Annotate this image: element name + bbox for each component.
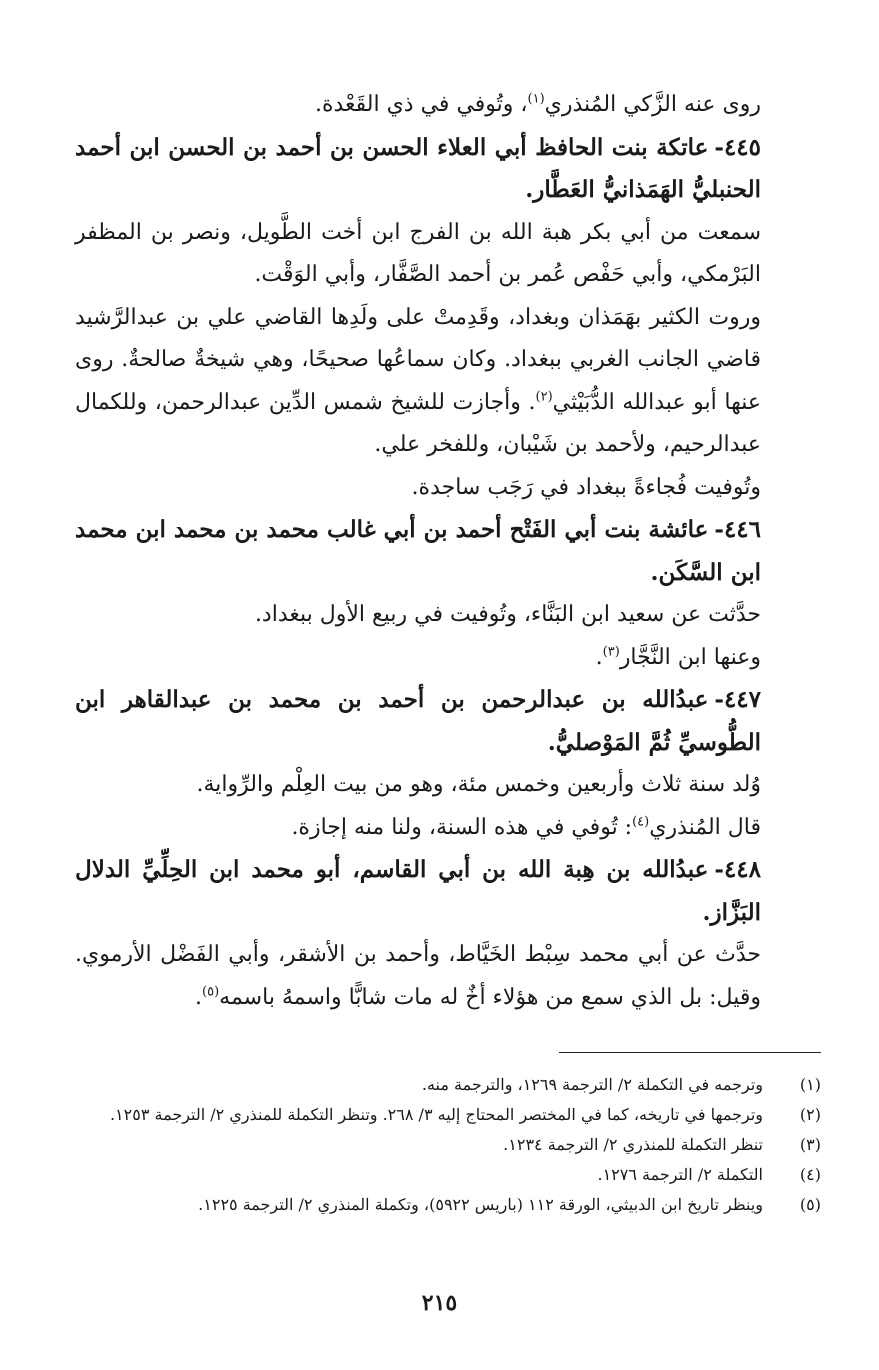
footnote-divider xyxy=(559,1052,821,1053)
footnote-ref-4[interactable]: (٤) xyxy=(632,814,650,830)
footnote-ref-2[interactable]: (٢) xyxy=(535,389,553,405)
footnote-5 xyxy=(80,1190,821,1220)
footnote-number: (٤) xyxy=(799,1165,821,1184)
entry-number: ٤٤٧- xyxy=(714,686,761,713)
paragraph-12: حدَّث عن أبي محمد سِبْط الخَيَّاط، وأحمد بن الأشقر، وأبي الفَضْل الأرموي. وقيل: بل الذي سمع من هؤلاء أخٌ له مات شابًّا واسمهُ باسمه$^{(٥)}$. xyxy=(75,942,761,1010)
footnote-text: التكملة ٢/ الترجمة ١٢٧٦. xyxy=(597,1165,763,1184)
footnote-number: (٣) xyxy=(799,1135,821,1154)
page-number: ٢١٥ xyxy=(421,1290,458,1316)
entry-heading-447: ٤٤٧-عبدُالله بن عبدالرحمن بن أحمد بن محمد بن عبدالقاهر ابن الطُّوسيِّ ثُمَّ المَوْصليُّ. xyxy=(75,686,761,756)
entry-number: ٤٤٦- xyxy=(714,516,761,543)
paragraph-3: وروت الكثير بهَمَذان وبغداد، وقَدِمتْ على ولَدِها القاضي علي بن عبدالرَّشيد قاضي الجانب الغربي ببغداد. وكان سماعُها صحيحًا، وهي شيخةٌ صالحةٌ. روى عنها أبو عبدالله الدُّبَيْثي$^{(٢)}$. وأجازت للشيخ شمس الدِّين عبدالرحمن، وللكمال عبدالرحيم، ولأحمد بن شَيْبان، وللفخر علي. xyxy=(75,304,762,457)
footnote-ref-1[interactable]: (١) xyxy=(527,91,545,107)
paragraph-7: وعنها ابن النَّجَّار$^{(٣)}$. xyxy=(595,644,761,670)
footnote-text: وترجمها في تاريخه، كما في المختصر المحتاج إليه ٣/ ٢٦٨. وتنظر التكملة للمنذري ٢/ الترجمة ١٢٥٣. xyxy=(109,1105,763,1124)
paragraph-6: حدَّثت عن سعيد ابن البَنَّاء، وتُوفيت في ربيع الأول ببغداد. xyxy=(254,602,761,627)
paragraph-4: وتُوفيت فُجاءةً ببغداد في رَجَب ساجدة. xyxy=(411,474,761,500)
entry-heading-448: ٤٤٨-عبدُالله بن هِبة الله بن أبي القاسم، أبو محمد ابن الحِلِّيِّ الدلال البَزَّاز. xyxy=(75,856,761,926)
footnote-text: وترجمه في التكملة ٢/ الترجمة ١٢٦٩، والترجمة منه. xyxy=(421,1075,763,1094)
entry-heading-446: ٤٤٦-عائشة بنت أبي الفَتْح أحمد بن أبي غالب محمد بن محمد ابن محمد ابن السَّكَن. xyxy=(75,516,761,586)
footnote-4 xyxy=(80,1160,821,1190)
entry-heading-445: ٤٤٥-عاتكة بنت الحافظ أبي العلاء الحسن بن أحمد بن الحسن ابن أحمد الحنبليُّ الهَمَذانيُّ العَطَّار. xyxy=(75,133,761,203)
footnote-2 xyxy=(80,1100,821,1130)
main-text xyxy=(75,84,821,1019)
paragraph-0: روى عنه الزَّكي المُنذري$^{(١)}$، وتُوفي في ذي القَعْدة. xyxy=(314,91,761,117)
footnote-number: (٥) xyxy=(799,1195,821,1214)
footnote-ref-5[interactable]: (٥) xyxy=(202,984,220,1000)
paragraph-2: سمعت من أبي بكر هبة الله بن الفرج ابن أخت الطَّويل، ونصر بن المظفر البَرْمكي، وأبي حَفْص عُمر بن أحمد الصَّفَّار، وأبي الوَقْت. xyxy=(75,219,761,287)
footnote-text: تنظر التكملة للمنذري ٢/ الترجمة ١٢٣٤. xyxy=(503,1135,763,1154)
footnote-number: (١) xyxy=(799,1075,821,1094)
footnote-3 xyxy=(80,1130,821,1160)
footnotes xyxy=(80,1070,821,1220)
footnote-text: وينظر تاريخ ابن الدبيثي، الورقة ١١٢ (باريس ٥٩٢٢)، وتكملة المنذري ٢/ الترجمة ١٢٢٥. xyxy=(198,1195,763,1214)
footnote-number: (٢) xyxy=(799,1105,821,1124)
paragraph-10: قال المُنذري$^{(٤)}$: تُوفي في هذه السنة، ولنا منه إجازة. xyxy=(291,814,761,840)
footnote-1 xyxy=(80,1070,821,1100)
footnote-ref-3[interactable]: (٣) xyxy=(602,644,620,660)
entry-number: ٤٤٥- xyxy=(714,133,761,161)
entry-number: ٤٤٨- xyxy=(714,856,761,883)
paragraph-9: وُلد سنة ثلاث وأربعين وخمس مئة، وهو من بيت العِلْم والرِّواية. xyxy=(196,772,761,797)
